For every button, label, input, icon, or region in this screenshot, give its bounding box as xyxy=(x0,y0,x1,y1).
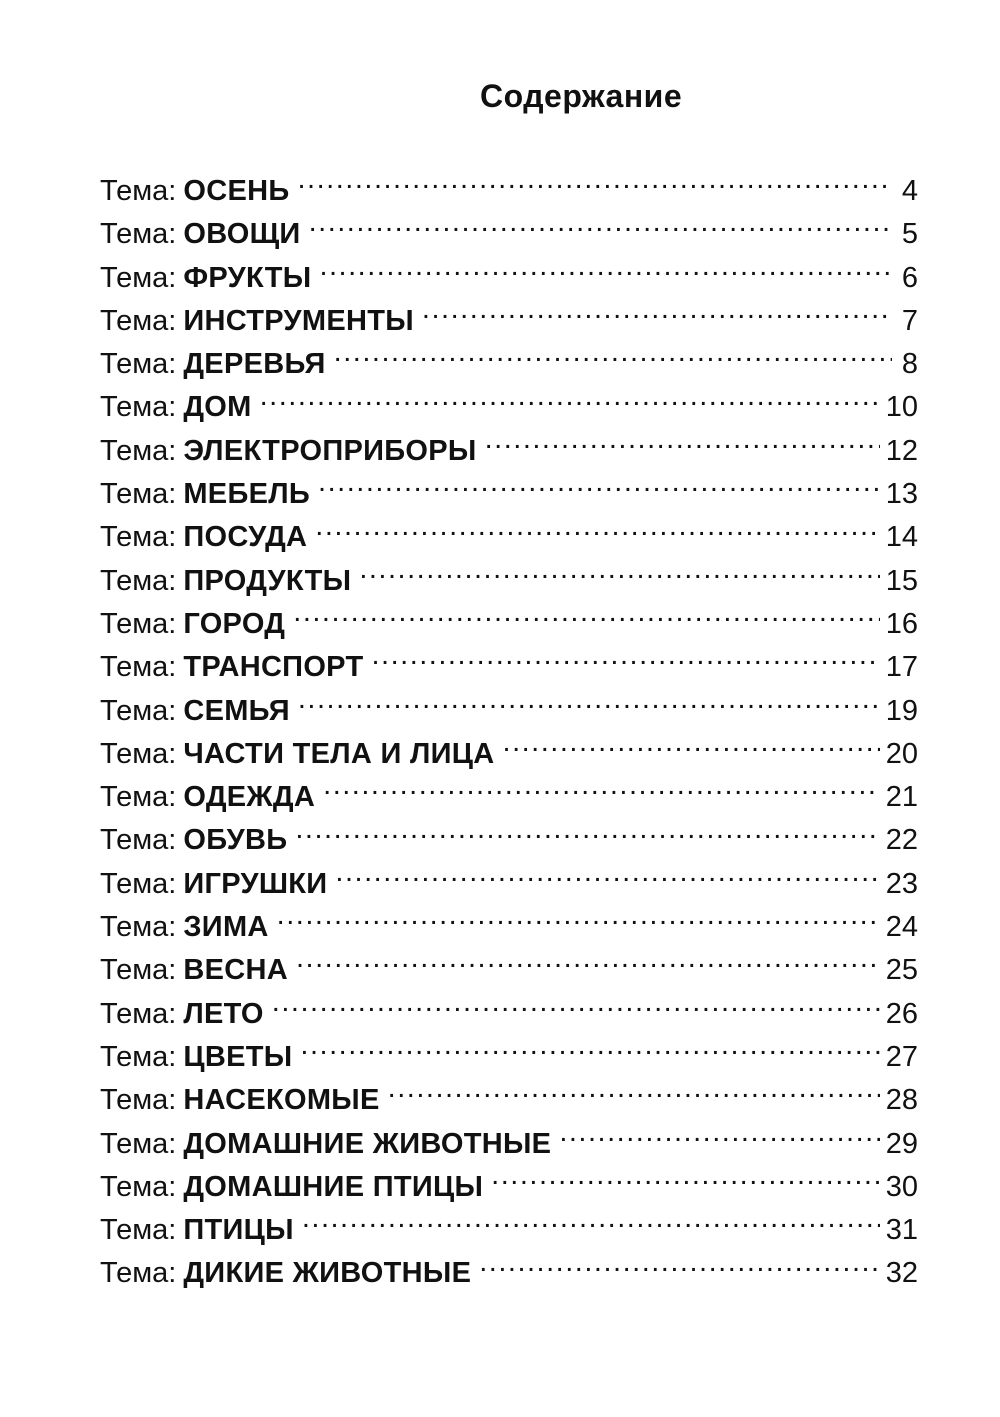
toc-entry[interactable] xyxy=(100,343,918,386)
toc-entry-topic: ОБУВЬ xyxy=(183,824,288,857)
toc-entry-topic: ДЕРЕВЬЯ xyxy=(183,348,326,381)
toc-entry-prefix: Тема: xyxy=(100,304,177,337)
toc-entry-page: 30 xyxy=(885,1170,918,1203)
toc-entry[interactable] xyxy=(100,1166,918,1209)
toc-entry-page: 17 xyxy=(885,651,918,684)
toc-entry[interactable] xyxy=(100,213,918,256)
toc-entry-topic: ПРОДУКТЫ xyxy=(183,564,352,597)
toc-entry-topic: ЦВЕТЫ xyxy=(183,1040,293,1073)
toc-entry-page: 12 xyxy=(885,434,918,467)
toc-entry[interactable] xyxy=(100,560,918,603)
toc-entry[interactable] xyxy=(100,257,918,300)
toc-entry-prefix: Тема: xyxy=(100,391,177,424)
dot-leader xyxy=(297,171,892,200)
dot-leader xyxy=(491,1167,880,1196)
toc-entry-page: 20 xyxy=(885,737,918,770)
dot-leader xyxy=(388,1080,880,1109)
toc-entry-prefix: Тема: xyxy=(100,607,177,640)
toc-entry-page: 23 xyxy=(885,867,918,900)
toc-entry-page: 14 xyxy=(885,521,918,554)
toc-entry-prefix: Тема: xyxy=(100,1257,177,1290)
toc-entry-page: 10 xyxy=(885,391,918,424)
toc-entry-prefix: Тема: xyxy=(100,651,177,684)
dot-leader xyxy=(485,431,880,460)
toc-entry-topic: ИНСТРУМЕНТЫ xyxy=(183,304,414,337)
toc-entry-topic: ДОМАШНИЕ ПТИЦЫ xyxy=(183,1170,484,1203)
dot-leader xyxy=(422,301,892,330)
toc-entry-page: 24 xyxy=(885,911,918,944)
toc-entry-prefix: Тема: xyxy=(100,1214,177,1247)
dot-leader xyxy=(260,387,880,416)
toc-entry-page: 19 xyxy=(885,694,918,727)
toc-entry[interactable] xyxy=(100,993,918,1036)
toc-entry-page: 28 xyxy=(885,1084,918,1117)
toc-entry-prefix: Тема: xyxy=(100,1084,177,1117)
toc-entry[interactable] xyxy=(100,819,918,862)
toc-entry-page: 31 xyxy=(885,1214,918,1247)
toc-entry[interactable] xyxy=(100,1209,918,1252)
table-of-contents xyxy=(100,170,918,1296)
toc-entry-page: 25 xyxy=(885,954,918,987)
toc-entry[interactable] xyxy=(100,1252,918,1295)
toc-entry-topic: ОДЕЖДА xyxy=(183,781,316,814)
toc-entry-page: 5 xyxy=(901,218,918,251)
toc-entry-prefix: Тема: xyxy=(100,521,177,554)
toc-entry-topic: ОСЕНЬ xyxy=(183,175,290,207)
toc-entry-page: 15 xyxy=(885,564,918,597)
dot-leader xyxy=(300,1037,879,1066)
toc-entry-page: 13 xyxy=(885,478,918,511)
toc-entry-page: 6 xyxy=(901,261,918,294)
toc-entry-prefix: Тема: xyxy=(100,175,177,207)
toc-entry-page: 29 xyxy=(885,1127,918,1160)
dot-leader xyxy=(323,777,880,806)
toc-entry-topic: НАСЕКОМЫЕ xyxy=(183,1084,380,1117)
toc-entry-prefix: Тема: xyxy=(100,824,177,857)
dot-leader xyxy=(315,517,879,546)
toc-entry-topic: ДОМАШНИЕ ЖИВОТНЫЕ xyxy=(183,1127,552,1160)
toc-entry[interactable] xyxy=(100,690,918,733)
toc-entry-topic: ЛЕТО xyxy=(183,997,264,1030)
toc-entry[interactable] xyxy=(100,646,918,689)
toc-entry-prefix: Тема: xyxy=(100,911,177,944)
dot-leader xyxy=(277,907,880,936)
toc-entry-prefix: Тема: xyxy=(100,261,177,294)
dot-leader xyxy=(371,647,879,676)
toc-entry-prefix: Тема: xyxy=(100,781,177,814)
dot-leader xyxy=(302,1210,880,1239)
toc-entry-prefix: Тема: xyxy=(100,694,177,727)
toc-entry-topic: МЕБЕЛЬ xyxy=(183,478,311,511)
toc-entry[interactable] xyxy=(100,170,918,213)
dot-leader xyxy=(559,1124,879,1153)
toc-entry[interactable] xyxy=(100,430,918,473)
toc-entry-topic: ЭЛЕКТРОПРИБОРЫ xyxy=(183,434,477,467)
toc-entry[interactable] xyxy=(100,863,918,906)
toc-entry-topic: ПОСУДА xyxy=(183,521,308,554)
toc-entry-topic: ГОРОД xyxy=(183,607,286,640)
toc-entry[interactable] xyxy=(100,906,918,949)
dot-leader xyxy=(318,474,880,503)
dot-leader xyxy=(319,258,892,287)
toc-entry-topic: ОВОЩИ xyxy=(183,218,301,251)
toc-entry-topic: ДОМ xyxy=(183,391,252,424)
dot-leader xyxy=(335,864,879,893)
toc-entry-topic: ВЕСНА xyxy=(183,954,288,987)
toc-entry-page: 22 xyxy=(885,824,918,857)
toc-entry-topic: ЗИМА xyxy=(183,911,269,944)
dot-leader xyxy=(295,820,879,849)
toc-entry[interactable] xyxy=(100,776,918,819)
toc-entry-prefix: Тема: xyxy=(100,478,177,511)
toc-entry[interactable] xyxy=(100,949,918,992)
toc-entry-topic: ИГРУШКИ xyxy=(183,867,328,900)
dot-leader xyxy=(309,214,892,243)
toc-entry[interactable] xyxy=(100,733,918,776)
dot-leader xyxy=(359,561,879,590)
toc-entry-page: 7 xyxy=(901,304,918,337)
toc-entry-page: 26 xyxy=(885,997,918,1030)
dot-leader xyxy=(298,691,880,720)
toc-entry-page: 32 xyxy=(885,1257,918,1290)
toc-entry-topic: ДИКИЕ ЖИВОТНЫЕ xyxy=(183,1257,472,1290)
dot-leader xyxy=(334,344,892,373)
toc-entry-prefix: Тема: xyxy=(100,564,177,597)
toc-entry[interactable] xyxy=(100,1079,918,1122)
dot-leader xyxy=(503,734,880,763)
toc-entry-prefix: Тема: xyxy=(100,218,177,251)
toc-entry[interactable] xyxy=(100,516,918,559)
toc-entry-page: 4 xyxy=(901,175,918,207)
toc-entry-page: 8 xyxy=(901,348,918,381)
page-title: Содержание xyxy=(480,78,683,114)
toc-entry-prefix: Тема: xyxy=(100,1127,177,1160)
toc-entry-topic: СЕМЬЯ xyxy=(183,694,290,727)
toc-entry-prefix: Тема: xyxy=(100,954,177,987)
toc-entry-prefix: Тема: xyxy=(100,997,177,1030)
toc-entry[interactable] xyxy=(100,603,918,646)
toc-entry-prefix: Тема: xyxy=(100,348,177,381)
dot-leader xyxy=(293,604,879,633)
toc-entry-prefix: Тема: xyxy=(100,434,177,467)
toc-entry-prefix: Тема: xyxy=(100,867,177,900)
toc-entry[interactable] xyxy=(100,473,918,516)
dot-leader xyxy=(296,950,880,979)
toc-entry-topic: ПТИЦЫ xyxy=(183,1214,294,1247)
toc-entry[interactable] xyxy=(100,386,918,429)
dot-leader xyxy=(479,1253,880,1282)
toc-entry-prefix: Тема: xyxy=(100,737,177,770)
toc-entry-topic: ТРАНСПОРТ xyxy=(183,651,364,684)
toc-entry[interactable] xyxy=(100,1123,918,1166)
toc-entry-topic: ЧАСТИ ТЕЛА И ЛИЦА xyxy=(183,737,495,770)
toc-entry-prefix: Тема: xyxy=(100,1170,177,1203)
toc-entry-page: 21 xyxy=(885,781,918,814)
toc-entry[interactable] xyxy=(100,1036,918,1079)
toc-entry-page: 27 xyxy=(885,1040,918,1073)
toc-entry-page: 16 xyxy=(885,607,918,640)
toc-entry[interactable] xyxy=(100,300,918,343)
toc-entry-topic: ФРУКТЫ xyxy=(183,261,312,294)
dot-leader xyxy=(272,994,880,1023)
toc-entry-prefix: Тема: xyxy=(100,1040,177,1073)
